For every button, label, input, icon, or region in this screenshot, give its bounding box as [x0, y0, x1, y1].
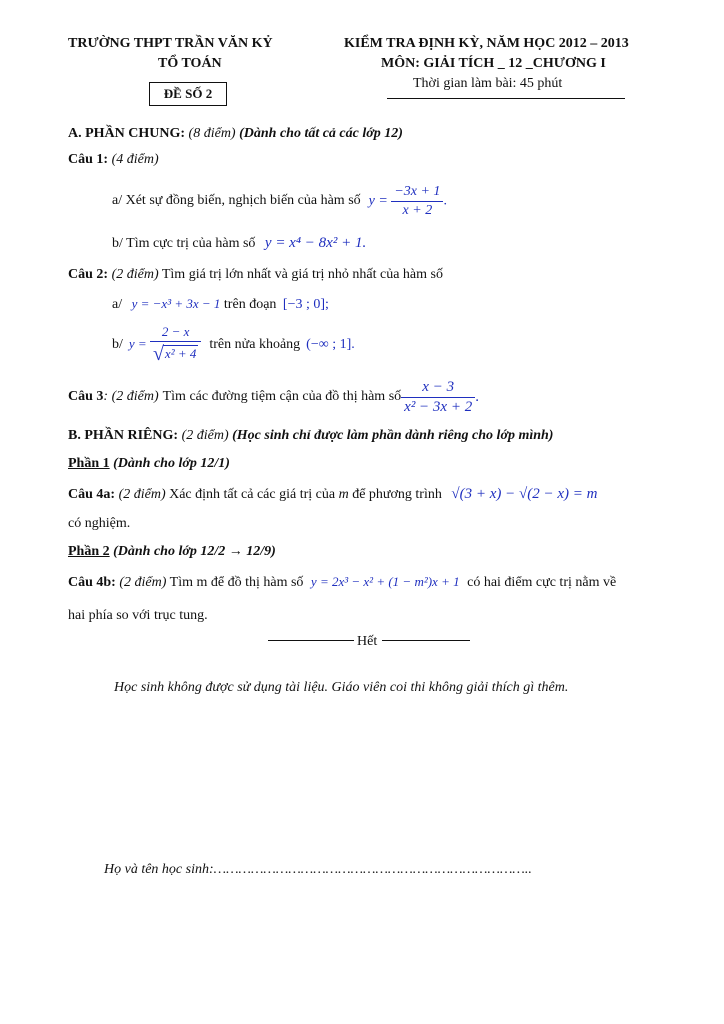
end-marker: Hết: [357, 634, 378, 649]
part-b-heading: [68, 428, 553, 444]
q1-points: (4 điểm): [111, 152, 159, 167]
end-rule-left: [268, 640, 354, 641]
part2-heading: [68, 544, 276, 560]
q1a-y: y =: [368, 193, 388, 209]
part-a-note: (Dành cho tất cả các lớp 12): [239, 126, 403, 141]
q2-points: (2 điểm): [111, 267, 159, 282]
end-rule-right: [382, 640, 470, 641]
q3-text: Tìm các đường tiệm cận của đồ thị hàm số: [162, 389, 402, 404]
q2b-interval: (−∞ ; 1].: [306, 337, 355, 352]
q4a-text2: để phương trình: [352, 487, 442, 502]
q4a-text1: Xác định tất cả các giá trị của: [169, 487, 336, 502]
q1b-line: [112, 235, 366, 252]
q2b-y: y =: [128, 335, 147, 351]
part1-note: (Dành cho lớp 12/1): [113, 456, 230, 471]
part2-note: (Dành cho lớp 12/2 → 12/9): [113, 544, 276, 559]
q2b-mid-text: trên nửa khoảng: [209, 337, 301, 352]
q2b-line: [112, 322, 355, 368]
part1-heading: [68, 456, 230, 472]
q1a-text: a/ Xét sự đồng biến, nghịch biến của hàm số: [112, 193, 361, 208]
part-a-points: (8 điểm): [188, 126, 236, 141]
department-name: TỔ TOÁN: [158, 56, 222, 71]
q2-text: Tìm giá trị lớn nhất và giá trị nhỏ nhất của hàm số: [161, 267, 443, 282]
exam-title: KIỂM TRA ĐỊNH KỲ, NĂM HỌC 2012 – 2013: [344, 36, 629, 51]
q1a-formula: y = $\frac{-3x + 1}{x + 2}$ .: [368, 183, 447, 218]
q2b-denominator: x² + 4: [164, 346, 197, 361]
q1b-formula: y = x⁴ − 8x² + 1.: [264, 235, 367, 251]
part2-label: Phần 2: [68, 544, 110, 559]
q4a-continuation: có nghiệm.: [68, 516, 131, 531]
exam-subject: MÔN: GIẢI TÍCH _ 12 _CHƯƠNG I: [381, 56, 606, 71]
school-name: TRƯỜNG THPT TRẦN VĂN KỶ: [68, 36, 273, 51]
part-a-title: A. PHẦN CHUNG:: [68, 126, 186, 141]
q2-heading: [68, 267, 443, 283]
part-a-heading: [68, 126, 403, 142]
q4a-line: [68, 486, 597, 503]
duration-underline: [387, 98, 625, 99]
q3-line: [68, 374, 479, 420]
exam-duration: Thời gian làm bài: 45 phút: [413, 76, 563, 91]
q4b-points: (2 điểm): [119, 575, 167, 590]
q2b-label: b/: [112, 337, 123, 352]
q2b-numerator: 2 − x: [150, 324, 201, 342]
q1a-numerator: −3x + 1: [391, 184, 443, 202]
q3-label: Câu 3: [68, 389, 104, 404]
q3-formula: $\frac{x - 3}{\text{x² − 3x + 2}}$ .: [401, 379, 479, 416]
q2a-interval: [−3 ; 0];: [282, 297, 329, 312]
q4b-line: [68, 574, 616, 591]
q4b-formula: y = 2x³ − x² + (1 − m²)x + 1: [310, 574, 460, 589]
q2a-formula: y = −x³ + 3x − 1: [131, 296, 221, 311]
q4a-var: m: [338, 487, 349, 502]
q2a-line: [112, 296, 329, 313]
exam-code: ĐỀ SỐ 2: [163, 86, 213, 101]
exam-code-box: [149, 82, 227, 106]
part-b-note: (Học sinh chỉ được làm phần dành riêng cho lớp mình): [232, 428, 554, 443]
q2a-label: a/: [112, 297, 123, 312]
q4b-text2: có hai điểm cực trị nằm về: [467, 575, 617, 590]
q2b-formula: y = $\frac{2 - x}{\text{√x² + 4}}$: [129, 324, 201, 366]
part-b-title: B. PHẦN RIÊNG:: [68, 428, 179, 443]
q1b-text: b/ Tìm cực trị của hàm số: [112, 236, 256, 251]
q3-points: : (2 điểm): [103, 389, 159, 404]
student-name-line: Họ và tên học sinh:…………………………………………………………………..: [104, 862, 532, 877]
q2a-mid-text: trên đoạn: [223, 297, 277, 312]
q1-label: Câu 1:: [68, 152, 109, 167]
q4b-label: Câu 4b:: [68, 575, 116, 590]
q3-numerator: x − 3: [401, 379, 475, 398]
part-b-points: (2 điểm): [181, 428, 229, 443]
q4a-label: Câu 4a:: [68, 487, 116, 502]
q1a-denominator: x + 2: [402, 202, 433, 218]
q4b-text1: Tìm m để đồ thị hàm số: [169, 575, 304, 590]
q4b-continuation: hai phía so với trục tung.: [68, 608, 208, 623]
q2-label: Câu 2:: [68, 267, 109, 282]
q1a-line: [112, 178, 447, 224]
exam-notice: Học sinh không được sử dụng tài liệu. Giáo viên coi thi không giải thích gì thêm.: [114, 680, 569, 695]
q3-denominator: x² − 3x + 2: [404, 398, 473, 415]
part1-label: Phần 1: [68, 456, 110, 471]
q1-heading: [68, 152, 159, 168]
q4a-formula: √(3 + x) − √(2 − x) = m: [451, 486, 598, 502]
q4a-points: (2 điểm): [118, 487, 166, 502]
